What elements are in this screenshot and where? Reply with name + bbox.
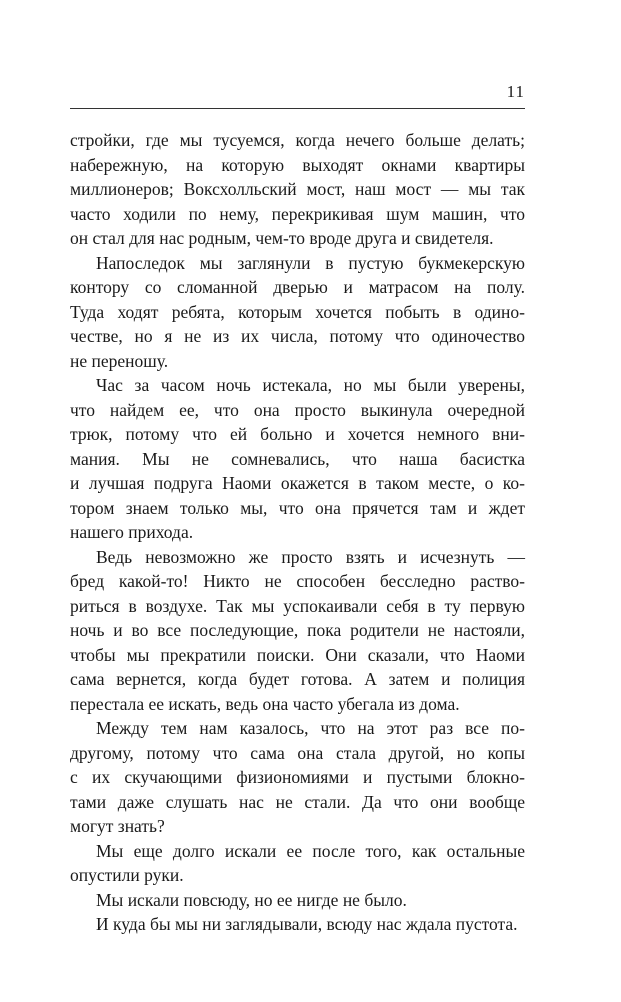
text-line: ночь и во все последующие, пока родители не настояли, <box>70 620 525 640</box>
text-line: контору со сломанной дверью и матрасом на полу. <box>70 277 525 297</box>
text-line: Туда ходят ребята, которым хочется побыть в одино- <box>70 301 525 322</box>
header-rule <box>70 108 525 109</box>
text-line: и лучшая подруга Наоми окажется в таком месте, о ко- <box>70 473 525 493</box>
page-number: 11 <box>506 82 525 101</box>
body-text <box>70 128 525 937</box>
text-line: чтобы мы прекратили поиски. Они сказали, что Наоми <box>70 644 525 665</box>
text-line: трюк, потому что ей больно и хочется немного вни- <box>70 424 525 444</box>
text-line: И куда бы мы ни заглядывали, всюду нас ждала пустота. <box>96 914 518 934</box>
text-line: могут знать? <box>70 816 165 836</box>
text-line: опустили руки. <box>70 865 184 885</box>
text-line: Час за часом ночь истекала, но мы были уверены, <box>96 375 525 395</box>
text-line: набережную, на которую выходят окнами квартиры <box>70 154 525 175</box>
text-line: Мы еще долго искали ее после того, как остальные <box>96 840 525 861</box>
text-line: тором знаем только мы, что она прячется там и ждет <box>70 497 525 518</box>
text-line: он стал для нас родным, чем-то вроде друга и свидетеля. <box>70 228 494 248</box>
text-line: Ведь невозможно же просто взять и исчезнуть — <box>96 546 525 567</box>
text-line: бред какой-то! Никто не способен бесследно раство- <box>70 571 525 591</box>
text-line: не переношу. <box>70 350 169 371</box>
text-line: другому, потому что сама она стала другой, но копы <box>70 742 525 763</box>
text-line: перестала ее искать, ведь она часто убегала из дома. <box>70 693 460 714</box>
text-line: честве, но я не из их числа, потому что одиночество <box>70 326 525 346</box>
text-line: что найдем ее, что она просто выкинула очередной <box>70 399 525 420</box>
text-line: Напоследок мы заглянули в пустую букмекерскую <box>96 252 525 273</box>
text-line: с их скучающими физиономиями и пустыми блокно- <box>70 767 525 787</box>
text-line: сама вернется, когда будет готова. А затем и полиция <box>70 669 525 689</box>
text-line: Между тем нам казалось, что на этот раз все по- <box>96 718 525 738</box>
text-line: миллионеров; Воксхолльский мост, наш мост — мы так <box>70 179 525 199</box>
text-line: мания. Мы не сомневались, что наша басистка <box>70 448 525 469</box>
text-line: тами даже слушать нас не стали. Да что они вообще <box>70 791 525 812</box>
text-line: Мы искали повсюду, но ее нигде не было. <box>96 889 407 910</box>
text-line: риться в воздухе. Так мы успокаивали себя в ту первую <box>70 595 525 616</box>
text-line: часто ходили по нему, перекрикивая шум машин, что <box>70 203 525 224</box>
text-line: нашего прихода. <box>70 522 194 542</box>
text-line: стройки, где мы тусуемся, когда нечего больше делать; <box>70 130 525 150</box>
